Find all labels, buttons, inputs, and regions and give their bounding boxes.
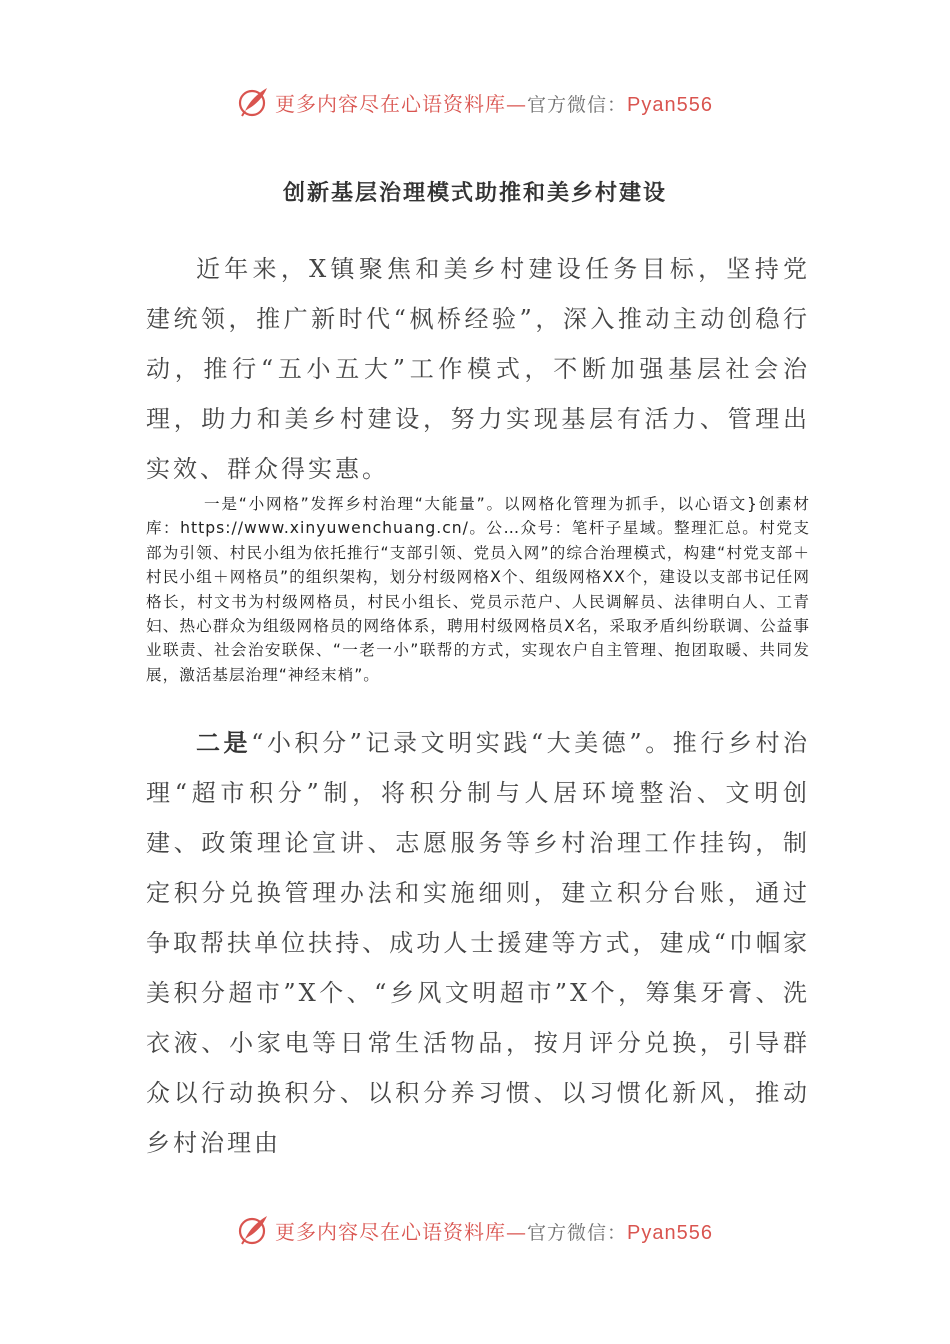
banner-wechat-id: Pyan556 [627, 1221, 713, 1244]
banner-line [275, 88, 713, 117]
banner-main-text: 更多内容尽在心语资料库 [275, 91, 506, 116]
quill-logo-icon [237, 85, 271, 119]
paragraph-points-lead: 二是 [196, 728, 252, 757]
footer-banner [0, 1210, 950, 1250]
banner-wechat-id: Pyan556 [627, 93, 713, 116]
document-title: 创新基层治理模式助推和美乡村建设 [282, 181, 667, 206]
paragraph-grid: 一是“小网格”发挥乡村治理“大能量”。以网格化管理为抓手，以心语文}创素材库：https://www.xinyuwenchuang.cn/。公…众号：笔杆子星域。整理汇总。村党支部为引领、村民小组为依托推行“支部引领、党员入网”的综合治理模式，构建“村党支部＋村民小组＋网格员”的组织架构，划分村级网格X个、组级网格XX个，建设以支部书记任网格长，村文书为村级网格员，村民小组长、党员示范户、人民调解员、法律明白人、工青妇、热心群众为组级网格员的网络体系，聘用村级网格员X名，采取矛盾纠纷联调、公益事业联责、社会治安联保、“一老一小”联帮的方式，实现农户自主管理、抱团取暖、共同发展，激活基层治理“神经末梢”。 [146, 495, 810, 684]
header-banner [0, 82, 950, 122]
banner-sub-text: 官方微信： [527, 1221, 628, 1244]
banner-sub-text: 官方微信： [527, 93, 628, 116]
paragraph-intro: 近年来，X镇聚焦和美乡村建设任务目标，坚持党建统领，推广新时代“枫桥经验”，深入推动主动创稳行动，推行“五小五大”工作模式，不断加强基层社会治理，助力和美乡村建设，努力实现基层有活力、管理出实效、群众得实惠。 [146, 255, 810, 483]
banner-dash: — [506, 91, 527, 116]
banner-line [275, 1216, 713, 1245]
paragraph-points [146, 718, 810, 1168]
banner-dash: — [506, 1219, 527, 1244]
banner-main-text: 更多内容尽在心语资料库 [275, 1219, 506, 1244]
paragraph-points-body: “小积分”记录文明实践“大美德”。推行乡村治理“超市积分”制，将积分制与人居环境整治、文明创建、政策理论宣讲、志愿服务等乡村治理工作挂钩，制定积分兑换管理办法和实施细则，建立积分台账，通过争取帮扶单位扶持、成功人士援建等方式，建成“巾帼家美积分超市”X个、“乡风文明超市”X个，筹集牙膏、洗衣液、小家电等日常生活物品，按月评分兑换，引导群众以行动换积分、以积分养习惯、以习惯化新风，推动乡村治理由 [146, 729, 810, 1157]
quill-logo-icon [237, 1213, 271, 1247]
